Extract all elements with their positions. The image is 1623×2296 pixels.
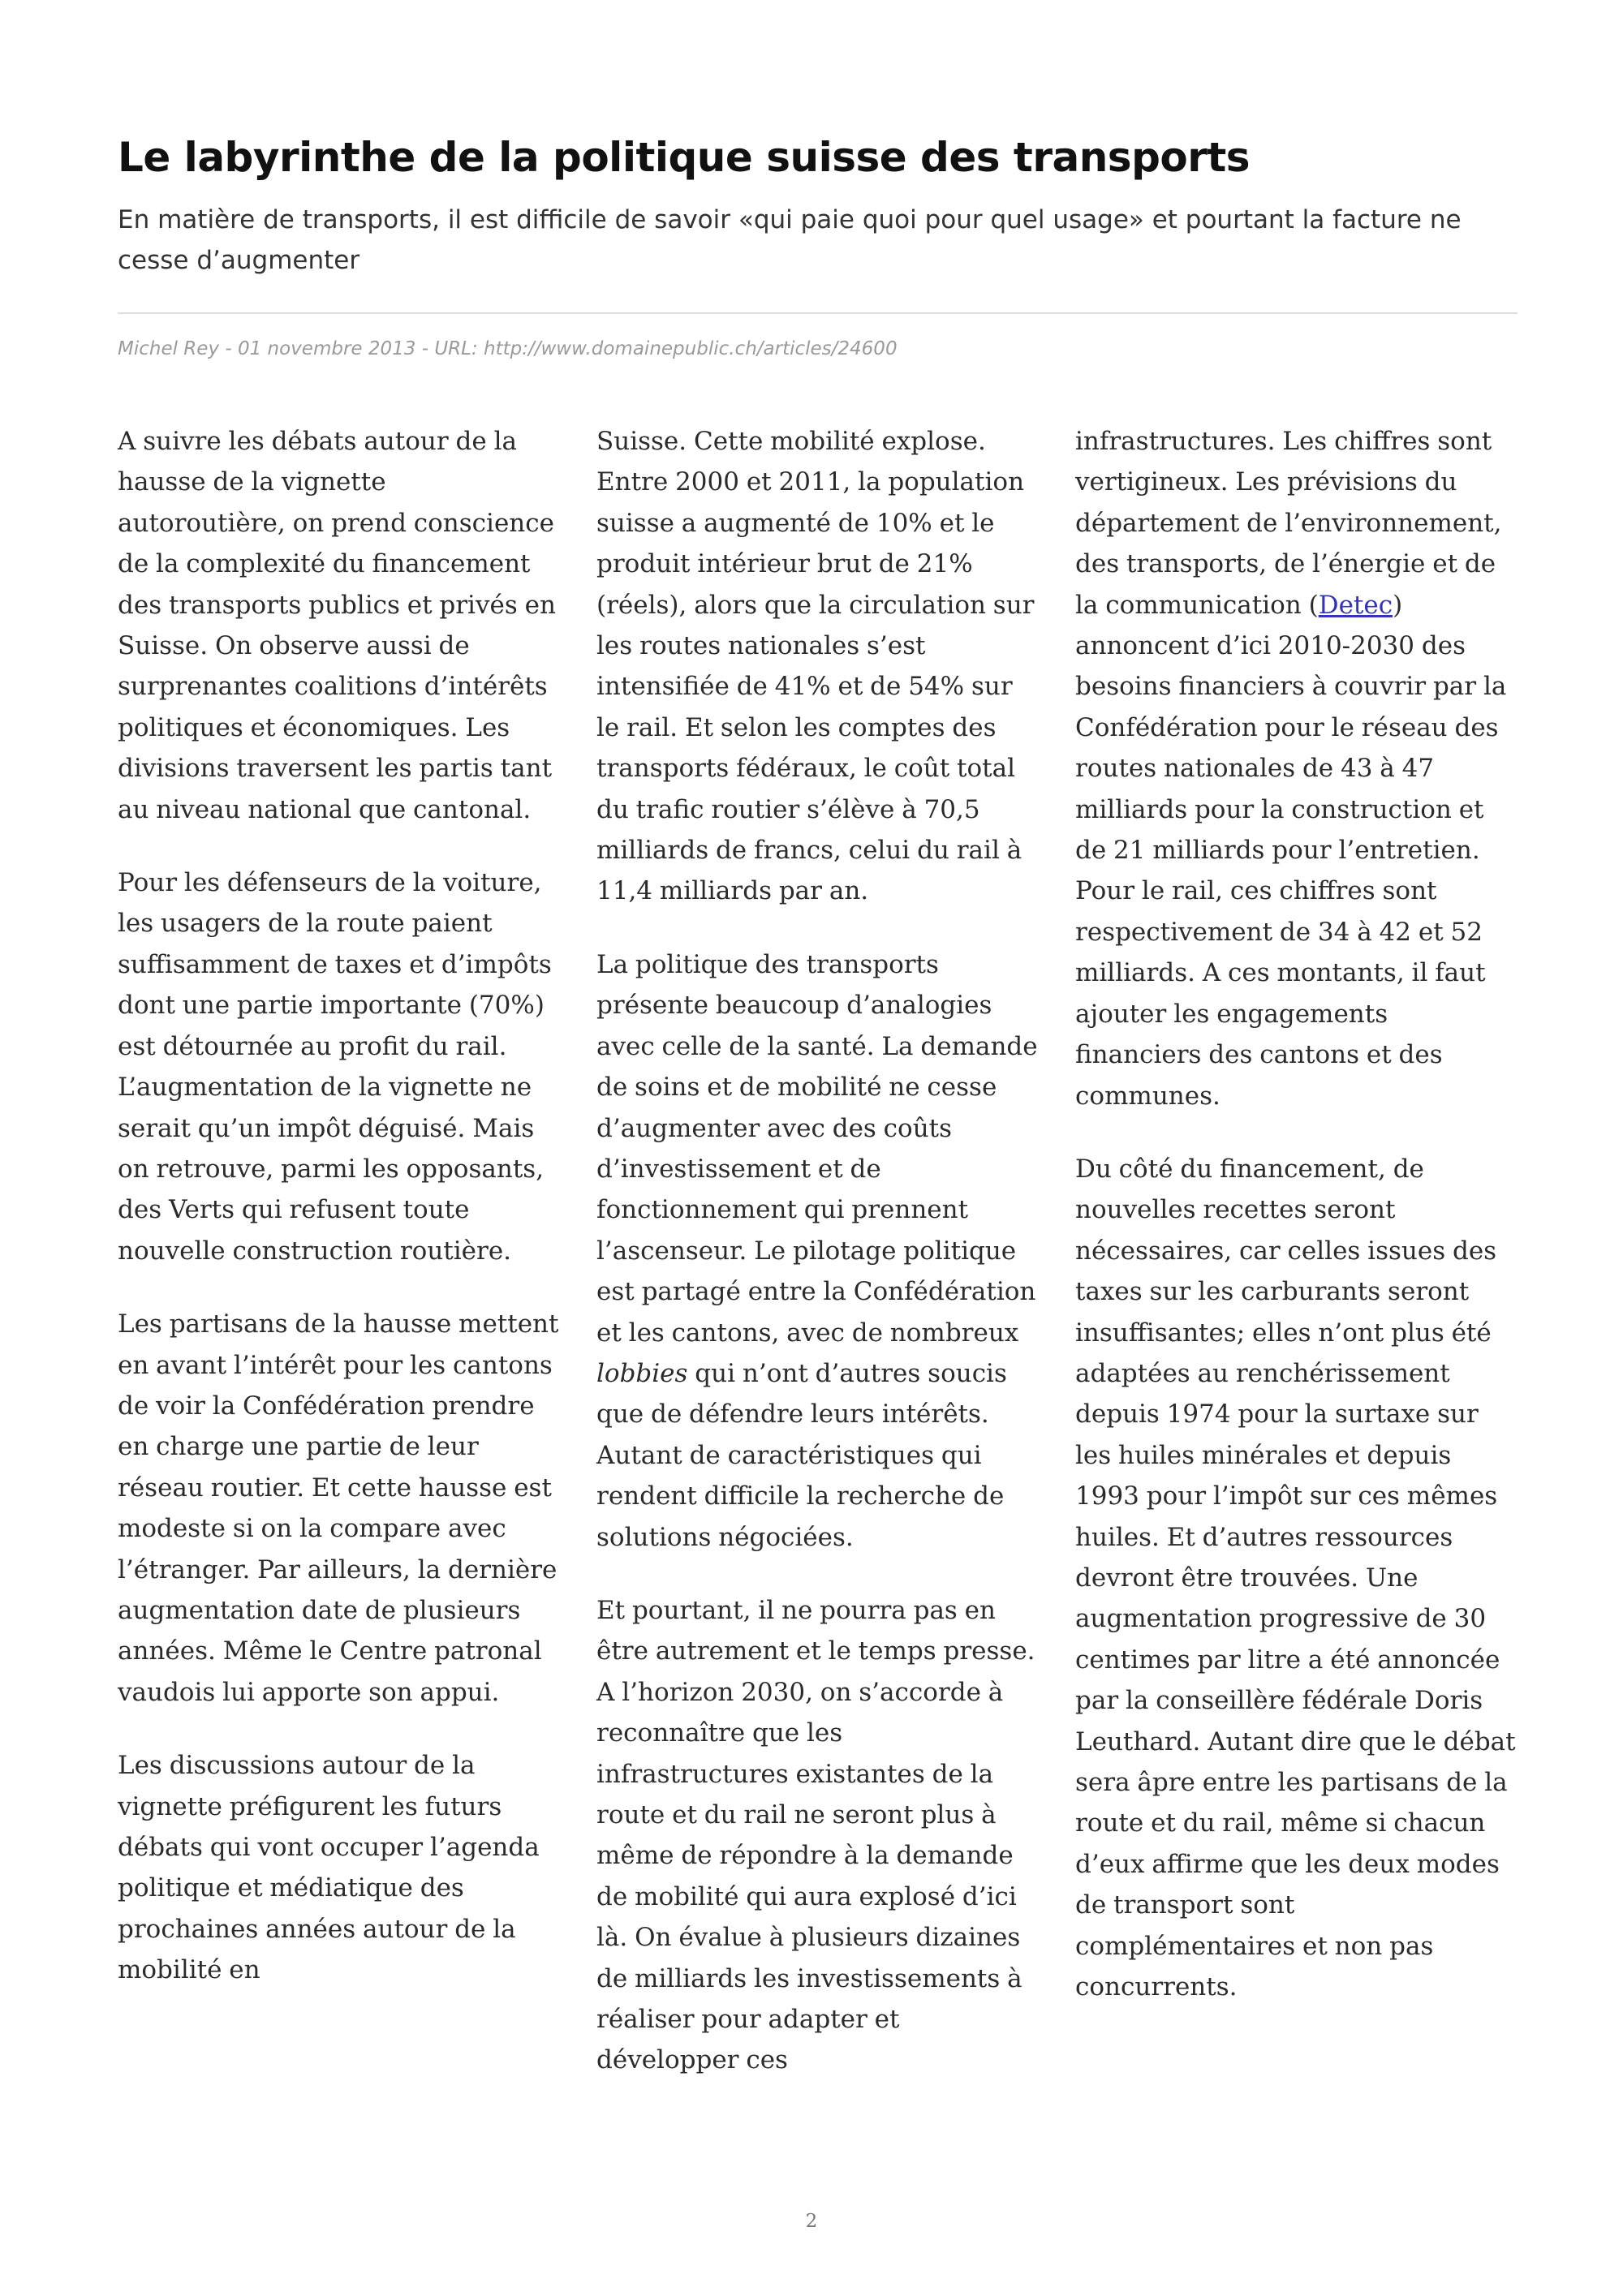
article-title: Le labyrinthe de la politique suisse des transports xyxy=(118,134,1251,181)
detec-link[interactable]: Detec xyxy=(1318,590,1393,620)
paragraph-text: qui n’ont d’autres soucis que de défendre leurs intérêts. Autant de caractéristiques qui rendent difficile la recherche de solutions négociées. xyxy=(596,1358,1007,1552)
paragraph xyxy=(1075,421,1518,1116)
article-byline: Michel Rey - 01 novembre 2013 - URL: http://www.domainepublic.ch/articles/24600 xyxy=(118,338,898,359)
column-3 xyxy=(1075,421,1518,2190)
paragraph: Suisse. Cette mobilité explose. Entre 2000 et 2011, la population suisse a augmenté de 10% et le produit intérieur brut de 21% (réels), alors que la circulation sur les routes nationales s’est intensifiée de 41% et de 54% sur le rail. Et selon les comptes des transports fédéraux, le coût total du trafic routier s’élève à 70,5 milliards de francs, celui du rail à 11,4 milliards par an. xyxy=(596,427,1035,906)
paragraph: Et pourtant, il ne pourra pas en être autrement et le temps presse. A l’horizon 2030, on s’accorde à reconnaître que les infrastructures existantes de la route et du rail ne seront plus à même de répondre à la demande de mobilité qui aura explosé d’ici là. On évalue à plusieurs dizaines de milliards les investissements à réaliser pour adapter et développer ces xyxy=(596,1595,1035,2075)
paragraph-text: La politique des transports présente beaucoup d’analogies avec celle de la santé. La demande de soins et de mobilité ne cesse d’augmenter avec des coûts d’investissement et de fonctionnement qui prennent l’ascenseur. Le pilotage politique est partagé entre la Confédération et les cantons, avec de nombreux xyxy=(596,949,1038,1348)
paragraph: Les partisans de la hausse mettent en avant l’intérêt pour les cantons de voir la Confédération prendre en charge une partie de leur réseau routier. Et cette hausse est modeste si on la compare avec l’étranger. Par ailleurs, la dernière augmentation date de plusieurs années. Même le Centre patronal vaudois lui apporte son appui. xyxy=(118,1309,559,1707)
paragraph-text: ) annoncent d’ici 2010-2030 des besoins financiers à couvrir par la Confédération pour le réseau des routes nationales de 43 à 47 milliards pour la construction et de 21 milliards pour l’entretien. Pour le rail, ces chiffres sont respectivement de 34 à 42 et 52 milliards. A ces montants, il faut ajouter les engagements financiers des cantons et des communes. xyxy=(1075,590,1507,1111)
paragraph: Pour les défenseurs de la voiture, les usagers de la route paient suffisamment de taxes et d’impôts dont une partie importante (70%) est détournée au profit du rail. L’augmentation de la vignette ne serait qu’un impôt déguisé. Mais on retrouve, parmi les opposants, des Verts qui refusent toute nouvelle construction routière. xyxy=(118,868,552,1266)
header-divider xyxy=(118,312,1518,314)
paragraph xyxy=(596,944,1039,1558)
paragraph: Les discussions autour de la vignette préfigurent les futurs débats qui vont occuper l’agenda politique et médiatique des prochaines années autour de la mobilité en xyxy=(118,1751,540,1985)
column-2 xyxy=(596,421,1039,2190)
article-subtitle: En matière de transports, il est difficile de savoir «qui paie quoi pour quel usage» et pourtant la facture ne cesse d’augmenter xyxy=(118,205,1462,275)
paragraph: Du côté du financement, de nouvelles recettes seront nécessaires, car celles issues des taxes sur les carburants seront insuffisantes; elles n’ont plus été adaptées au renchérissement depuis 1974 pour la surtaxe sur les huiles minérales et depuis 1993 pour l’impôt sur ces mêmes huiles. Et d’autres ressources devront être trouvées. Une augmentation progressive de 30 centimes par litre a été annoncée par la conseillère fédérale Doris Leuthard. Autant dire que le débat sera âpre entre les partisans de la route et du rail, même si chacun d’eux affirme que les deux modes de transport sont complémentaires et non pas concurrents. xyxy=(1075,1154,1516,2002)
paragraph-text: infrastructures. Les chiffres sont vertigineux. Les prévisions du département de l’environnement, des transports, de l’énergie et de la communication ( xyxy=(1075,427,1502,620)
emphasis-lobbies: lobbies xyxy=(596,1358,688,1388)
article-body xyxy=(118,421,1518,2190)
article-header xyxy=(118,130,1518,281)
column-1 xyxy=(118,421,560,2190)
page-number: 2 xyxy=(805,2211,818,2232)
paragraph: A suivre les débats autour de la hausse de la vignette autoroutière, on prend conscience de la complexité du financement des transports publics et privés en Suisse. On observe aussi de surprenantes coalitions d’intérêts politiques et économiques. Les divisions traversent les partis tant au niveau national que cantonal. xyxy=(118,427,556,824)
